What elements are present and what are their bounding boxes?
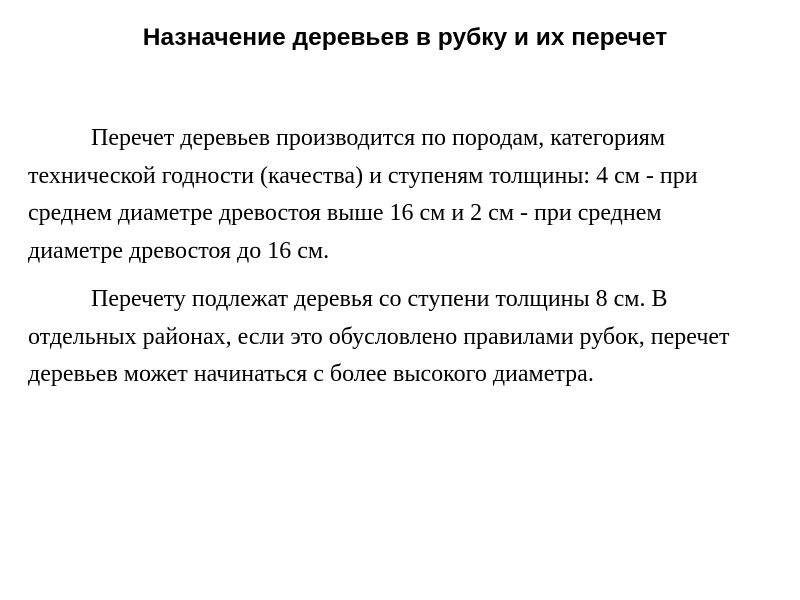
paragraph-2: Перечету подлежат деревья со ступени толщины 8 см. В отдельных районах, если это обусловлено правилами рубок, перечет деревьев может начинаться с более высокого диаметра.: [28, 286, 730, 387]
slide-body: [28, 120, 758, 394]
slide-title: Назначение деревьев в рубку и их перечет: [142, 24, 668, 51]
paragraph-1: Перечет деревьев производится по породам, категориям технической годности (качества) и ступеням толщины: 4 см - при среднем диаметре древостоя выше 16 см и 2 см - при среднем диаметре древостоя до 16 см.: [28, 125, 698, 264]
